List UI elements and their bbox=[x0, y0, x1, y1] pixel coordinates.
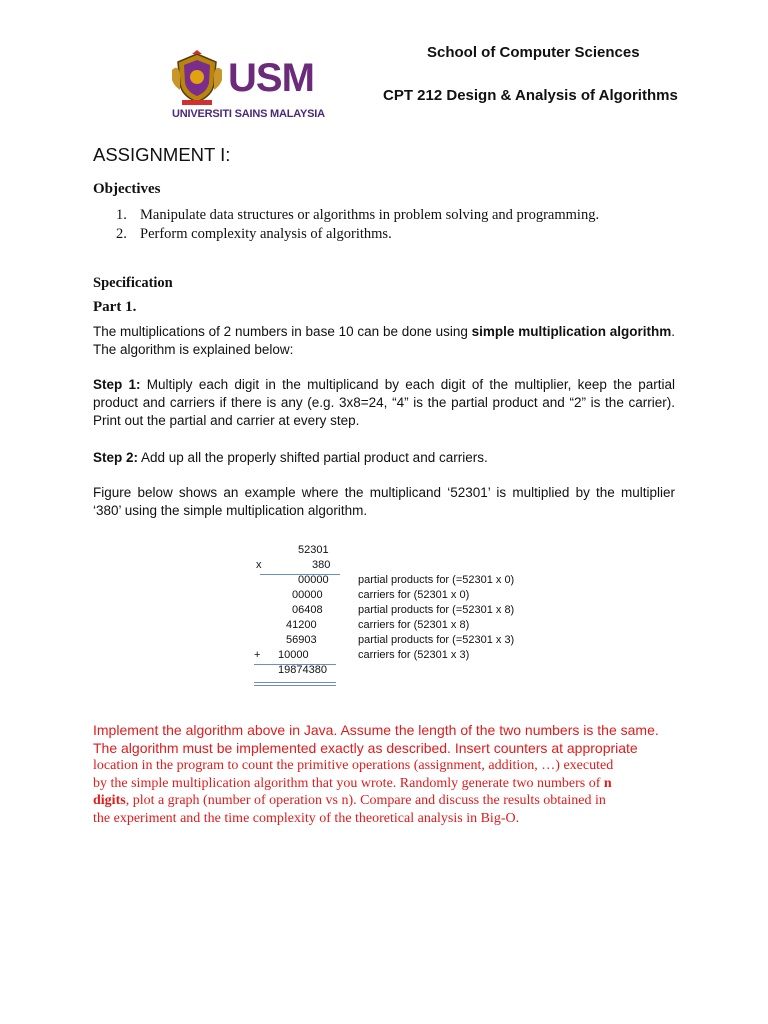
university-name: UNIVERSITI SAINS MALAYSIA bbox=[172, 108, 325, 120]
step1-label: Step 1: bbox=[93, 377, 141, 392]
intro-paragraph bbox=[93, 323, 675, 359]
school-name: School of Computer Sciences bbox=[427, 44, 640, 61]
row-value: 41200 bbox=[286, 619, 317, 631]
course-title: CPT 212 Design & Analysis of Algorithms bbox=[383, 87, 678, 104]
row-note: carriers for (52301 x 3) bbox=[358, 649, 470, 661]
multiplier: 380 bbox=[312, 559, 331, 571]
times-sign: x bbox=[256, 559, 262, 571]
part-heading: Part 1. bbox=[93, 299, 137, 315]
usm-wordmark: USM bbox=[228, 56, 314, 100]
intro-text: The multiplications of 2 numbers in base 10 can be done using bbox=[93, 324, 472, 339]
row-note: partial products for (=52301 x 8) bbox=[358, 604, 515, 616]
specification-heading: Specification bbox=[93, 275, 173, 291]
objective-number: 2. bbox=[116, 226, 127, 242]
task-emphasis: digits bbox=[93, 793, 126, 808]
objective-text: Manipulate data structures or algorithms in problem solving and programming. bbox=[140, 207, 600, 223]
task-line bbox=[93, 775, 683, 793]
task-text: , plot a graph (number of operation vs n). Compare and discuss the results obtained in bbox=[125, 793, 606, 808]
crest-icon bbox=[168, 50, 226, 106]
task-line: the experiment and the time complexity of the theoretical analysis in Big-O. bbox=[93, 810, 520, 826]
row-note: carriers for (52301 x 8) bbox=[358, 619, 470, 631]
row-note: partial products for (=52301 x 3) bbox=[358, 634, 515, 646]
double-rule-bottom bbox=[254, 685, 336, 686]
figure-intro: Figure below shows an example where the multiplicand ‘52301’ is multiplied by the multiplier ‘380’ using the simple multiplication algorithm. bbox=[93, 485, 675, 518]
row-value: 00000 bbox=[292, 589, 323, 601]
assignment-title: ASSIGNMENT I: bbox=[93, 144, 231, 165]
task-text: by the simple multiplication algorithm that you wrote. Randomly generate two numbers of bbox=[93, 775, 604, 791]
step1-paragraph bbox=[93, 376, 675, 430]
task-line bbox=[93, 792, 683, 810]
usm-logo bbox=[168, 50, 325, 126]
objective-item bbox=[116, 225, 599, 244]
task-paragraph bbox=[93, 722, 683, 827]
task-line: Implement the algorithm above in Java. Assume the length of the two numbers is the same. bbox=[93, 722, 659, 738]
row-note: carriers for (52301 x 0) bbox=[358, 589, 470, 601]
task-emphasis: n bbox=[603, 775, 612, 791]
double-rule-top bbox=[254, 682, 336, 683]
multiplicand: 52301 bbox=[298, 544, 329, 556]
step2-paragraph bbox=[93, 449, 675, 467]
row-value: 10000 bbox=[278, 649, 309, 661]
row-note: partial products for (=52301 x 0) bbox=[358, 574, 515, 586]
step1-text: Multiply each digit in the multiplicand by each digit of the multiplier, keep the partial product and carriers if there is any (e.g. 3x8=24, “4” is the partial product and “2” is the carrier). Print out the partial and carrier at every step. bbox=[93, 377, 675, 428]
multiplication-figure bbox=[250, 540, 550, 700]
row-value: 00000 bbox=[298, 574, 329, 586]
step2-label: Step 2: bbox=[93, 450, 139, 465]
objective-item bbox=[116, 206, 599, 225]
objective-number: 1. bbox=[116, 207, 127, 223]
result-value: 19874380 bbox=[278, 664, 327, 676]
step2-text: Add up all the properly shifted partial product and carriers. bbox=[138, 450, 488, 465]
task-line: location in the program to count the primitive operations (assignment, addition, …) executed bbox=[93, 758, 614, 773]
objectives-heading: Objectives bbox=[93, 181, 161, 197]
task-line: The algorithm must be implemented exactly as described. Insert counters at appropriate bbox=[93, 739, 638, 756]
intro-text-end: . The algorithm is explained below: bbox=[93, 324, 675, 357]
plus-sign: + bbox=[254, 649, 261, 661]
objective-text: Perform complexity analysis of algorithms. bbox=[140, 226, 392, 242]
row-value: 56903 bbox=[286, 634, 317, 646]
intro-emphasis: simple multiplication algorithm bbox=[471, 324, 672, 339]
row-value: 06408 bbox=[292, 604, 323, 616]
objectives-list bbox=[116, 206, 599, 244]
